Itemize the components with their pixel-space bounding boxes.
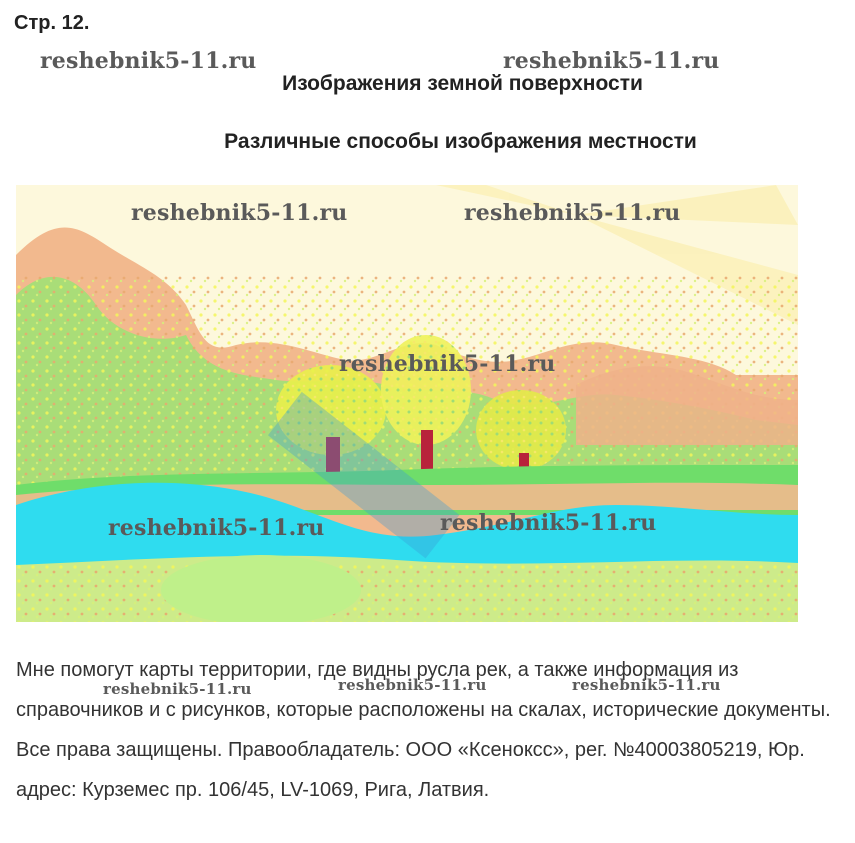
watermark: reshebnik5-11.ru (40, 48, 257, 74)
page-title: Изображения земной поверхности (282, 72, 643, 95)
landscape-illustration (16, 185, 798, 622)
foreground-speckle (16, 563, 798, 622)
section-subtitle: Различные способы изображения местности (224, 130, 697, 153)
watermark: reshebnik5-11.ru (103, 680, 252, 698)
landscape-drawing (16, 185, 798, 622)
answer-text: Мне помогут карты территории, где видны русла рек, а также информация из справочников и с рисунков, которые расположены на скалах, исторические документы. Все права защищены. Правообладатель: ООО «Ксенокcс», рег. №40003805219, Юр. адрес: Курземес пр. 106/45, LV-1069, Рига, Латвия. (16, 659, 831, 801)
watermark: reshebnik5-11.ru (108, 515, 325, 541)
watermark: reshebnik5-11.ru (572, 676, 721, 694)
watermark: reshebnik5-11.ru (440, 510, 657, 536)
meadow-clearing (161, 555, 361, 622)
watermark: reshebnik5-11.ru (338, 676, 487, 694)
watermark: reshebnik5-11.ru (464, 200, 681, 226)
watermark: reshebnik5-11.ru (503, 48, 720, 74)
watermark: reshebnik5-11.ru (131, 200, 348, 226)
watermark: reshebnik5-11.ru (339, 351, 556, 377)
page-label: Стр. 12. (14, 12, 90, 34)
